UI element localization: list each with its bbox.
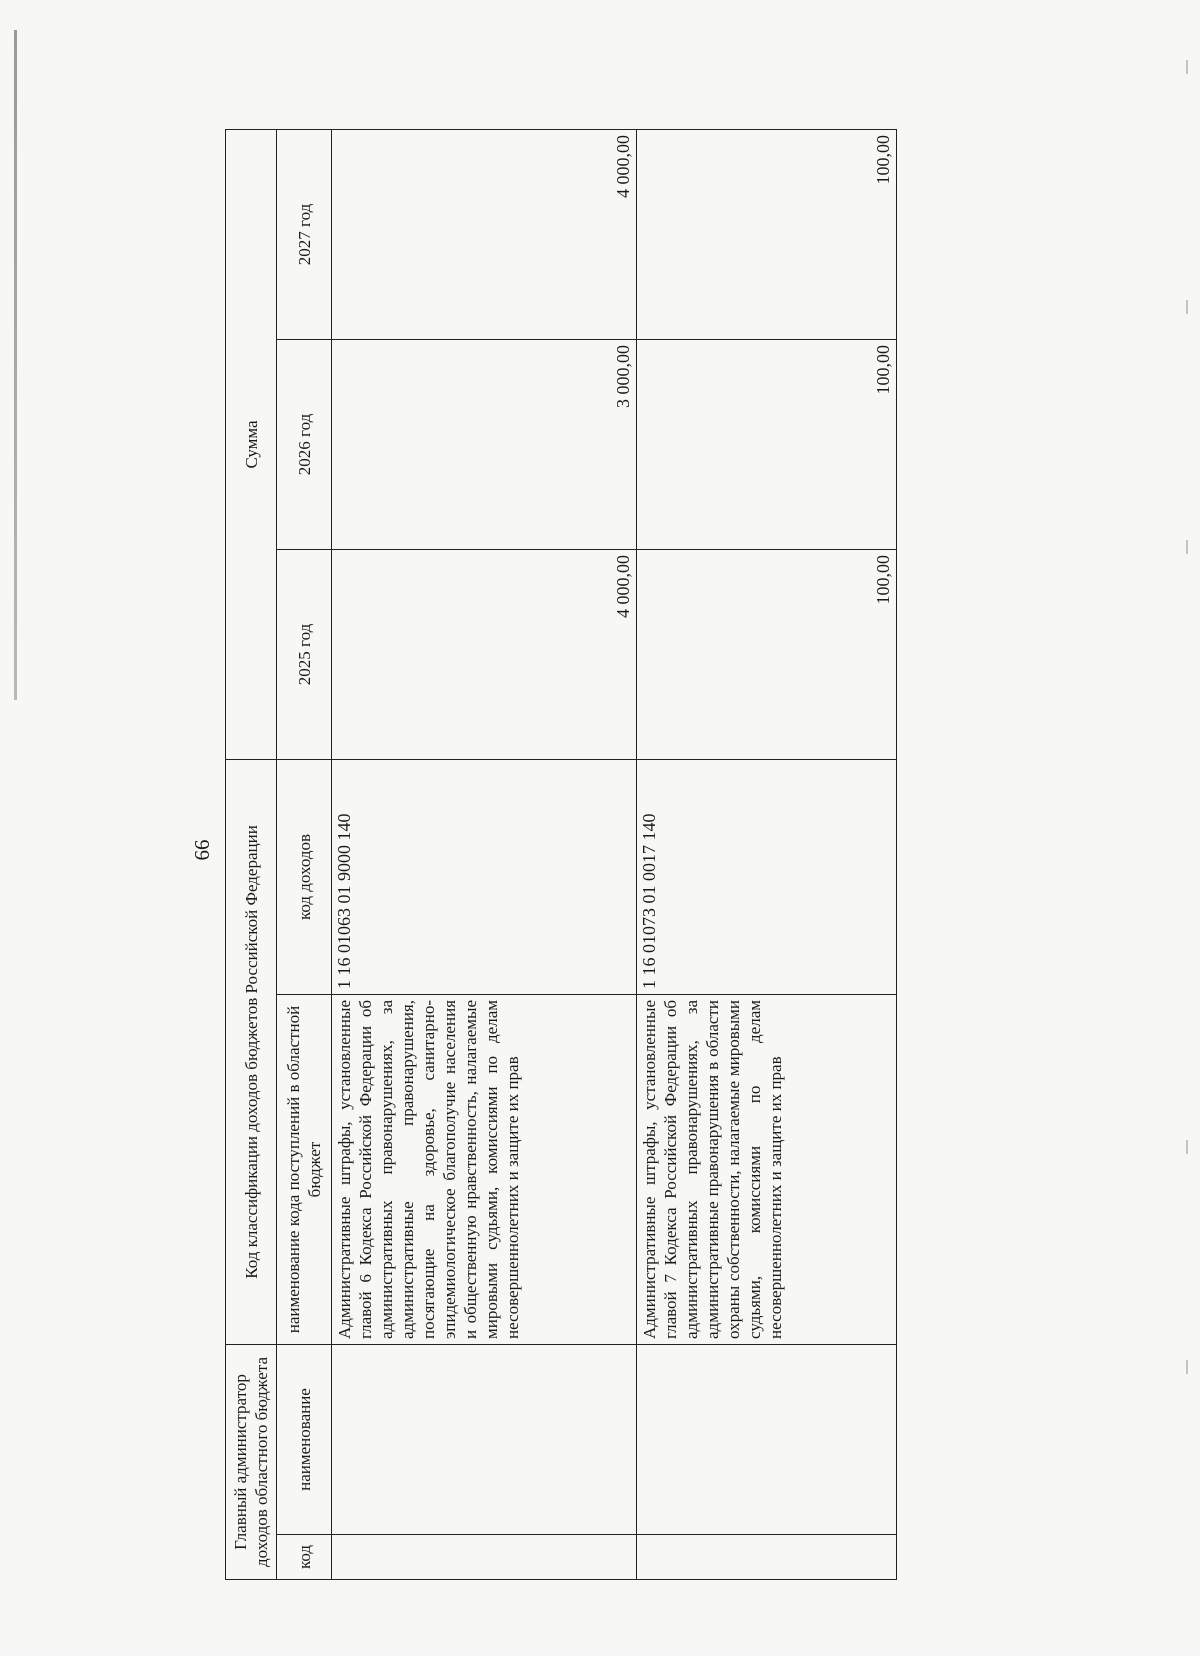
rotated-document-page (190, 130, 955, 1580)
income-code-cell: 1 16 01063 01 9000 140 (332, 759, 637, 994)
income-code-cell: 1 16 01073 01 0017 140 (637, 759, 897, 994)
amount-2027-cell: 4 000,00 (332, 129, 637, 339)
sum-group-header: Сумма (226, 129, 277, 759)
income-name-header: наименование кода поступлений в областной бюджет (277, 995, 332, 1345)
scan-mark (1186, 1140, 1188, 1154)
scan-mark (1186, 540, 1188, 554)
page-number: 66 (190, 839, 214, 861)
admin-name-cell (637, 1345, 897, 1535)
table-row (332, 129, 637, 1579)
scan-mark (1186, 60, 1188, 74)
admin-group-header: Главный администратор доходов областного бюджета (226, 1345, 277, 1580)
income-name-cell: Административные штрафы, установленные главой 6 Кодекса Российской Федерации об административных правонарушениях, за административные правонарушения, посягающие на здоровье, санитарно-эпидемиологическое благополучие населения и общественную нравственность, налагаемые мировыми судьями, комиссиями по делам несовершеннолетних и защите их прав (332, 995, 637, 1345)
admin-name-header: наименование (277, 1345, 332, 1535)
scan-edge-shadow (14, 30, 17, 700)
scan-mark (1186, 300, 1188, 314)
amount-2026-cell: 3 000,00 (332, 339, 637, 549)
income-name-cell: Административные штрафы, установленные главой 7 Кодекса Российской Федерации об административных правонарушениях, за административные правонарушения в области охраны собственности, налагаемые мировыми судьями, комиссиями по делам несовершеннолетних и защите их прав (637, 995, 897, 1345)
table-row (637, 129, 897, 1579)
admin-code-header: код (277, 1535, 332, 1580)
income-table (225, 129, 897, 1580)
income-code-header: код доходов (277, 759, 332, 994)
group-header-row (226, 129, 277, 1579)
admin-name-cell (332, 1345, 637, 1535)
classification-group-header: Код классификации доходов бюджетов Российской Федерации (226, 759, 277, 1344)
sub-header-row (277, 129, 332, 1579)
admin-code-cell (637, 1535, 897, 1580)
year-2026-header: 2026 год (277, 339, 332, 549)
scan-mark (1186, 1360, 1188, 1374)
admin-code-cell (332, 1535, 637, 1580)
amount-2026-cell: 100,00 (637, 339, 897, 549)
amount-2025-cell: 100,00 (637, 549, 897, 759)
amount-2025-cell: 4 000,00 (332, 549, 637, 759)
year-2027-header: 2027 год (277, 129, 332, 339)
year-2025-header: 2025 год (277, 549, 332, 759)
amount-2027-cell: 100,00 (637, 129, 897, 339)
